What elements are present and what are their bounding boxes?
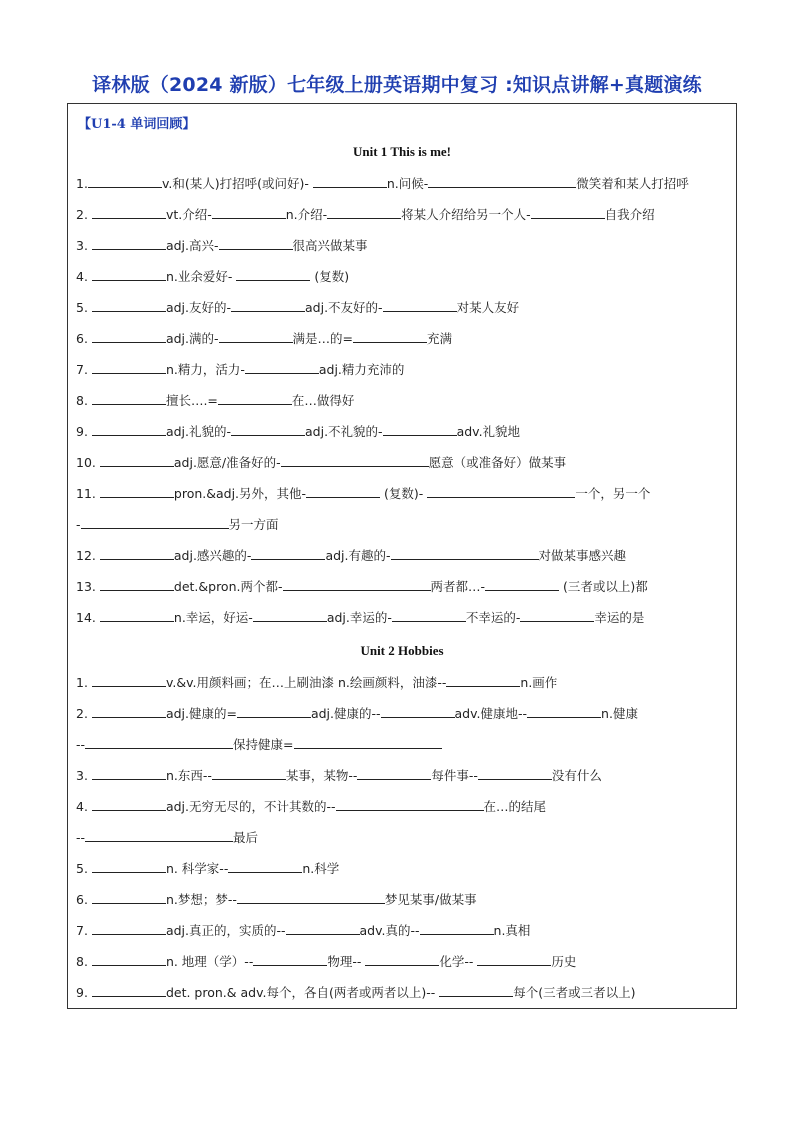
answer-blank[interactable] <box>92 797 166 811</box>
unit-heading: Unit 2 Hobbies <box>360 643 444 658</box>
answer-blank[interactable] <box>392 608 466 622</box>
answer-blank[interactable] <box>100 546 174 560</box>
answer-blank[interactable] <box>294 735 442 749</box>
answer-blank[interactable] <box>92 422 166 436</box>
answer-blank[interactable] <box>92 766 166 780</box>
list-item: 2. adj.健康的= adj.健康的-- adv.健康地-- n.健康 <box>76 706 638 721</box>
answer-blank[interactable] <box>439 983 513 997</box>
list-item: 5. adj.友好的- adj.不友好的- 对某人友好 <box>76 300 520 315</box>
list-item: -- 保持健康= <box>76 735 442 753</box>
answer-blank[interactable] <box>237 704 311 718</box>
answer-blank[interactable] <box>85 828 233 842</box>
answer-blank[interactable] <box>365 952 439 966</box>
answer-blank[interactable] <box>92 983 166 997</box>
answer-blank[interactable] <box>92 673 166 687</box>
list-item: 3. n.东西-- 某事，某物-- 每件事-- 没有什么 <box>76 768 602 783</box>
list-item: 9. adj.礼貌的- adj.不礼貌的- adv.礼貌地 <box>76 424 521 439</box>
answer-blank[interactable] <box>427 484 575 498</box>
answer-blank[interactable] <box>336 797 484 811</box>
list-item: 14. n.幸运，好运- adj.幸运的- 不幸运的- 幸运的是 <box>76 610 645 625</box>
list-item: 7. adj.真正的，实质的-- adv.真的-- n.真相 <box>76 923 531 938</box>
answer-blank[interactable] <box>100 484 174 498</box>
answer-blank[interactable] <box>100 608 174 622</box>
answer-blank[interactable] <box>92 329 166 343</box>
answer-blank[interactable] <box>391 546 539 560</box>
list-item: 11. pron.&adj.另外，其他- (复数)- 一个，另一个 <box>76 486 651 501</box>
list-item: 13. det.&pron.两个都- 两者都…- (三者或以上)都 <box>76 579 648 594</box>
list-item: 1. v.和(某人)打招呼(或问好)- n.问候- 微笑着和某人打招呼 <box>76 176 689 191</box>
answer-blank[interactable] <box>357 766 431 780</box>
answer-blank[interactable] <box>251 546 325 560</box>
answer-blank[interactable] <box>420 921 494 935</box>
list-item: 8. 擅长….= 在…做得好 <box>76 393 355 408</box>
answer-blank[interactable] <box>88 174 162 188</box>
answer-blank[interactable] <box>231 422 305 436</box>
answer-blank[interactable] <box>327 205 401 219</box>
answer-blank[interactable] <box>313 174 387 188</box>
answer-blank[interactable] <box>477 952 551 966</box>
answer-blank[interactable] <box>383 298 457 312</box>
answer-blank[interactable] <box>219 329 293 343</box>
list-item: 12. adj.感兴趣的- adj.有趣的- 对做某事感兴趣 <box>76 548 627 563</box>
answer-blank[interactable] <box>283 577 431 591</box>
answer-blank[interactable] <box>218 391 292 405</box>
answer-blank[interactable] <box>219 236 293 250</box>
answer-blank[interactable] <box>236 267 310 281</box>
list-item: -- 最后 <box>76 830 259 845</box>
answer-blank[interactable] <box>306 484 380 498</box>
answer-blank[interactable] <box>237 890 385 904</box>
answer-blank[interactable] <box>92 205 166 219</box>
answer-blank[interactable] <box>85 735 233 749</box>
answer-blank[interactable] <box>228 859 302 873</box>
list-item: 3. adj.高兴- 很高兴做某事 <box>76 238 368 253</box>
answer-blank[interactable] <box>92 921 166 935</box>
unit-heading: Unit 1 This is me! <box>353 144 451 159</box>
list-item: 5. n. 科学家-- n.科学 <box>76 861 340 876</box>
list-item: 4. adj.无穷无尽的，不计其数的-- 在…的结尾 <box>76 799 547 814</box>
answer-blank[interactable] <box>353 329 427 343</box>
answer-blank[interactable] <box>478 766 552 780</box>
answer-blank[interactable] <box>92 236 166 250</box>
list-item: 8. n. 地理（学）-- 物理-- 化学-- 历史 <box>76 954 577 969</box>
answer-blank[interactable] <box>245 360 319 374</box>
list-item: 7. n.精力，活力- adj.精力充沛的 <box>76 362 405 377</box>
answer-blank[interactable] <box>281 453 429 467</box>
answer-blank[interactable] <box>212 205 286 219</box>
list-item: 6. adj.满的- 满是…的= 充满 <box>76 331 452 346</box>
answer-blank[interactable] <box>92 267 166 281</box>
answer-blank[interactable] <box>100 577 174 591</box>
answer-blank[interactable] <box>383 422 457 436</box>
page-title: 译林版（2024 新版）七年级上册英语期中复习 :知识点讲解+真题演练 <box>92 74 702 96</box>
answer-blank[interactable] <box>212 766 286 780</box>
answer-blank[interactable] <box>485 577 559 591</box>
list-item: 4. n.业余爱好- (复数) <box>76 269 350 284</box>
list-item: 10. adj.愿意/准备好的- 愿意（或准备好）做某事 <box>76 455 567 470</box>
answer-blank[interactable] <box>428 174 576 188</box>
answer-blank[interactable] <box>253 608 327 622</box>
answer-blank[interactable] <box>446 673 520 687</box>
answer-blank[interactable] <box>92 704 166 718</box>
answer-blank[interactable] <box>381 704 455 718</box>
answer-blank[interactable] <box>92 890 166 904</box>
answer-blank[interactable] <box>231 298 305 312</box>
answer-blank[interactable] <box>92 391 166 405</box>
list-item: 6. n.梦想；梦-- 梦见某事/做某事 <box>76 892 477 907</box>
answer-blank[interactable] <box>92 298 166 312</box>
answer-blank[interactable] <box>81 515 229 529</box>
answer-blank[interactable] <box>253 952 327 966</box>
list-item: - 另一方面 <box>76 517 279 532</box>
answer-blank[interactable] <box>527 704 601 718</box>
answer-blank[interactable] <box>531 205 605 219</box>
answer-blank[interactable] <box>520 608 594 622</box>
section-tag: 【U1-4 单词回顾】 <box>78 117 196 132</box>
list-item: 2. vt.介绍- n.介绍- 将某人介绍给另一个人- 自我介绍 <box>76 207 655 222</box>
answer-blank[interactable] <box>286 921 360 935</box>
answer-blank[interactable] <box>92 360 166 374</box>
list-item: 9. det. pron.& adv.每个，各自(两者或两者以上)-- 每个(三者或三者以上) <box>76 985 636 1000</box>
answer-blank[interactable] <box>92 859 166 873</box>
answer-blank[interactable] <box>92 952 166 966</box>
list-item: 1. v.&v.用颜料画；在…上刷油漆 n.绘画颜料，油漆-- n.画作 <box>76 675 558 690</box>
answer-blank[interactable] <box>100 453 174 467</box>
